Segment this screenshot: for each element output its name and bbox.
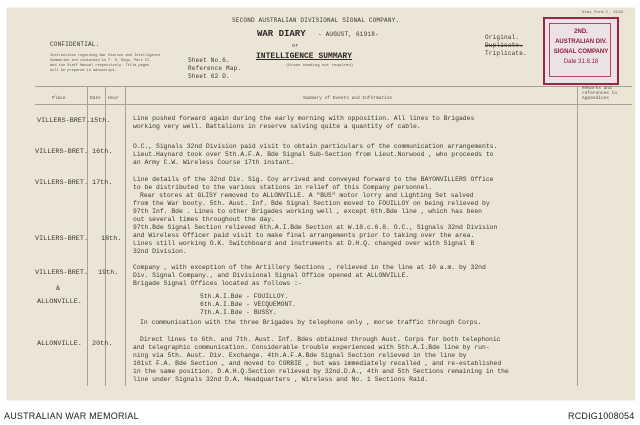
entry-text-line: and Wireless Officer paid visit to make final arrangements prior to taking over the area.	[133, 232, 475, 239]
entry-text-line: 32nd Division.	[133, 248, 187, 255]
erase-note: (Erase heading not required)	[286, 64, 354, 68]
entry-text-line: Lines still working O.K. Switchboard and instruments at D.H.Q. changed over with Signal B	[133, 240, 475, 247]
entry-text-line: working very well. Battalions in reserve salving quite a quantity of cable.	[133, 123, 421, 130]
entry-date: 17th.	[92, 179, 113, 187]
instructions-line: and the Staff Manual respectively. Title pages	[50, 64, 150, 68]
entry-text-line: Direct lines to 6th. and 7th. Aust. Inf. Bdes obtained through Aust. Corps for both telephonic	[140, 336, 501, 343]
entry-text-line: 97th.Bde Signal Section relieved 6th.A.I.Bde Section at W.18.c.6.8. O.C., Signals 32nd Division	[133, 224, 498, 231]
diary-title: WAR DIARY	[257, 29, 306, 39]
entry-text-line: to be distributed to the various stations in relief of this Company personnel.	[133, 184, 433, 191]
entry-text-line: 161st F.A. Bde Section , and moved to CORBIE , but was immediately recalled , and re-established	[133, 360, 502, 367]
sheet-number: Sheet No.6.	[188, 57, 230, 64]
brigade-office-line: 6th.A.I.Bde - VECQUEMONT.	[200, 301, 296, 308]
entry-date: 19th.	[98, 269, 119, 277]
remarks-column-header: Remarks and references to Appendices	[582, 86, 618, 102]
diary-month: - AUGUST, 61918-	[318, 31, 379, 38]
column-divider	[577, 86, 578, 386]
entry-date: 20th.	[92, 340, 113, 348]
entry-text-line: 97th Inf. Bde . Lines to other Brigades working well , except 6th.Bde line , which has been	[133, 208, 482, 215]
entry-place: VILLERS-BRET.	[35, 179, 89, 187]
or-label: or	[292, 43, 299, 49]
place-column-header: Place	[52, 96, 66, 101]
entry-place-ampersand: &	[56, 285, 61, 293]
entry-place: ALLONVILLE.	[37, 340, 82, 348]
entry-date: 16th.	[92, 148, 113, 156]
instructions-line: Instructions regarding War Diaries and Intelligence	[50, 54, 160, 58]
reference-map: Reference Map.	[188, 65, 242, 72]
intelligence-summary-title: INTELLIGENCE SUMMARY	[256, 52, 353, 61]
entry-text-line: Lieut.Haynard took over 5th.A.F.A. Bde Signal Sub-Section from Lieut.Norwood , who proceeds to	[133, 151, 494, 158]
column-divider	[125, 86, 126, 386]
signal-company-stamp	[543, 17, 619, 85]
confidential-label: CONFIDENTIAL.	[50, 41, 100, 48]
entry-date: 15th.	[90, 117, 111, 125]
entry-text-line: line under Signals 32nd D.A. Headquarters , Wireless and No. 1 Sections Raid.	[133, 376, 429, 383]
entry-text-line: Line details of the 32nd Div. Sig. Coy arrived and conveyed forward to the BAYONVILLERS Office	[133, 176, 494, 183]
entry-text-line: Rear stores at GLISY removed to ALLONVILLE. A "BUS" motor lorry and Lighting Set salved	[140, 192, 474, 199]
army-form-label: Army Form C. 2118.	[582, 11, 626, 15]
hour-column-header: Hour	[108, 96, 119, 101]
stamp-line: 2ND.	[574, 29, 588, 35]
entry-text-line: O.C., Signals 32nd Division paid visit to obtain particulars of the communication arrangements.	[133, 143, 498, 150]
entry-text-line: an Army C.W. Wireless Course 17th instant.	[133, 159, 295, 166]
entry-text-line: Brigade Signal Offices located as follows :-	[133, 280, 302, 287]
company-title: SECOND AUSTRALIAN DIVISIONAL SIGNAL COMPANY.	[232, 17, 400, 24]
entry-place: VILLERS-BRET.	[37, 117, 91, 125]
stamp-line: SIGNAL COMPANY	[553, 49, 609, 55]
triplicate-label: Triplicate.	[485, 50, 527, 57]
instructions-line: will be prepared in manuscript.	[50, 69, 117, 73]
entry-date: 18th.	[101, 235, 122, 243]
entry-text-line: and telegraphic communication. Considerable trouble experienced with 5th.A.I.Bde line by run-	[133, 344, 490, 351]
archive-footer-left: AUSTRALIAN WAR MEMORIAL	[4, 411, 139, 421]
entry-place: ALLONVILLE.	[37, 298, 82, 306]
archive-footer-right: RCDIG1008054	[568, 411, 635, 421]
entry-text-line: In communication with the three Brigades by telephone only , morse traffic through Corps.	[140, 319, 482, 326]
stamp-date: Date 31.8.18	[563, 59, 599, 65]
entry-text-line: Div. Signal Company., and Divisional Signal Office opened at ALLONVILLE.	[133, 272, 410, 279]
brigade-office-line: 7th.A.I.Bde - BUSSY.	[200, 309, 277, 316]
instructions-line: Summaries are contained in F. S. Regs, Part II.	[50, 59, 152, 63]
entry-text-line: in the same position. D.A.H.Q.Section relieved by 32nd.D.A., 4th and 5th Sections remaining in the	[133, 368, 509, 375]
entry-text-line: from the War booty. 5th. Aust. Inf. Bde Signal Section moved to FOUILLOY on being relieved by	[133, 200, 490, 207]
entry-place: VILLERS-BRET.	[35, 269, 89, 277]
date-column-header: Date	[90, 96, 101, 101]
duplicate-label: Duplicate.	[485, 42, 524, 49]
entry-text-line: Line pushed forward again during the early morning with opposition. All lines to Brigades	[133, 115, 475, 122]
brigade-office-line: 5th.A.I.Bde - FOUILLOY.	[200, 293, 289, 300]
sheet-map: Sheet 62 D.	[188, 73, 230, 80]
entry-text-line: Company , with exception of the Artillery Sections , relieved in the line at 10 a.m. by 32nd	[133, 264, 486, 271]
entry-text-line: ning via 5th. Aust. Div. Exchange. 4th.A.F.A.Bde Signal Section relieved in the line by	[133, 352, 467, 359]
entry-place: VILLERS-BRET.	[35, 235, 89, 243]
entry-text-line: out several times throughout the day.	[133, 216, 275, 223]
entry-place: VILLERS-BRET.	[35, 148, 89, 156]
original-label: Original.	[485, 34, 520, 41]
stamp-line: AUSTRALIAN DIV.	[555, 39, 607, 45]
summary-column-header: Summary of Events and Information	[303, 96, 393, 101]
